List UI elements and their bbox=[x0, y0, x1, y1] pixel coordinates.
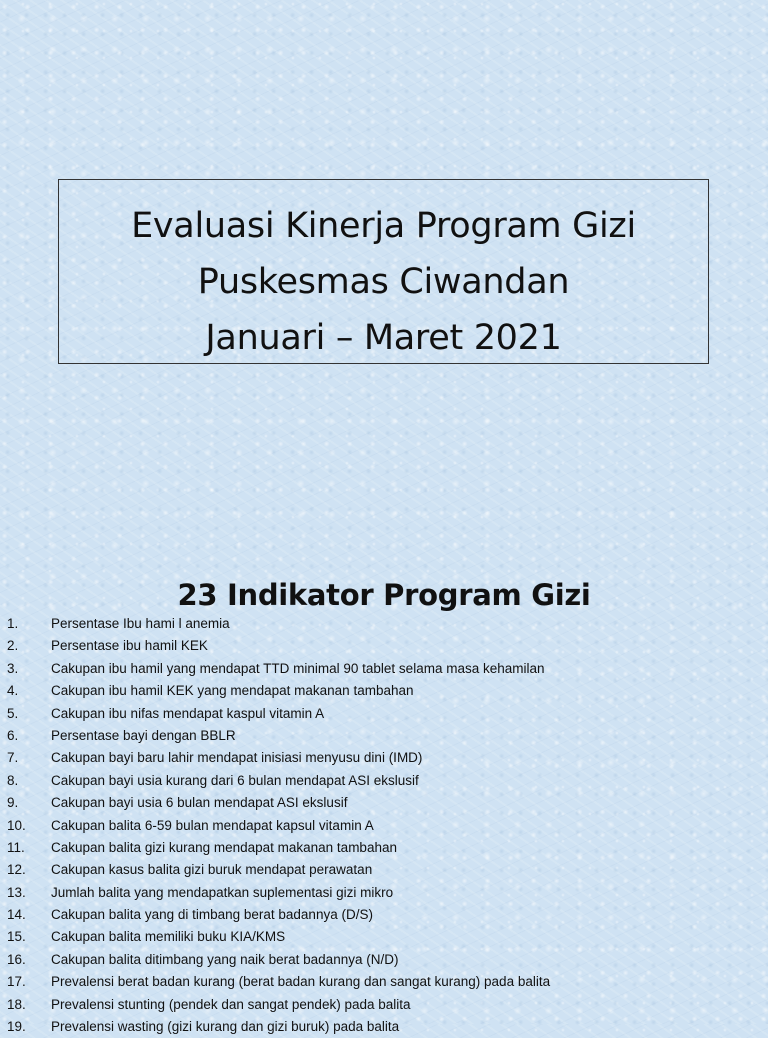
list-item-number: 9. bbox=[7, 795, 19, 811]
list-item-number: 7. bbox=[7, 750, 19, 766]
list-item-number: 17. bbox=[7, 974, 26, 990]
list-item bbox=[0, 635, 768, 657]
list-item-text: Cakupan bayi usia kurang dari 6 bulan mendapat ASI ekslusif bbox=[51, 772, 419, 788]
list-item-text: Cakupan balita memiliki buku KIA/KMS bbox=[51, 929, 286, 945]
list-item-text: Persentase Ibu hami l anemia bbox=[51, 616, 230, 631]
list-item-text: Cakupan kasus balita gizi buruk mendapat perawatan bbox=[51, 862, 373, 878]
title-line-puskesmas: Puskesmas Ciwandan bbox=[197, 262, 570, 302]
list-item-text: Cakupan ibu hamil yang mendapat TTD minimal 90 tablet selama masa kehamilan bbox=[51, 660, 545, 676]
list-item bbox=[0, 680, 768, 702]
list-item-text: Jumlah balita yang mendapatkan suplementasi gizi mikro bbox=[51, 884, 394, 900]
list-item-text: Prevalensi berat badan kurang (berat badan kurang dan sangat kurang) pada balita bbox=[51, 974, 551, 990]
list-item bbox=[0, 859, 768, 881]
list-item bbox=[0, 725, 768, 747]
list-item-number: 12. bbox=[7, 862, 26, 878]
list-item-text: Cakupan bayi baru lahir mendapat inisiasi menyusu dini (IMD) bbox=[51, 750, 423, 766]
indicators-slide bbox=[0, 512, 768, 1035]
list-item-number: 6. bbox=[7, 727, 19, 743]
title-line-program: Evaluasi Kinerja Program Gizi bbox=[131, 206, 636, 246]
indicators-heading: 23 Indikator Program Gizi bbox=[177, 578, 591, 612]
title-box bbox=[58, 179, 709, 364]
list-item bbox=[0, 926, 768, 948]
list-item-number: 8. bbox=[7, 772, 19, 788]
list-item bbox=[0, 703, 768, 725]
list-item-number: 15. bbox=[7, 929, 26, 945]
list-item bbox=[0, 837, 768, 859]
list-item-number: 16. bbox=[7, 951, 26, 967]
list-item-number: 11. bbox=[7, 839, 25, 855]
list-item-number: 13. bbox=[7, 884, 26, 900]
list-item-text: Cakupan balita yang di timbang berat badannya (D/S) bbox=[51, 907, 373, 923]
list-item bbox=[0, 882, 768, 904]
list-item-text: Persentase bayi dengan BBLR bbox=[51, 727, 236, 743]
list-item-text: Cakupan balita ditimbang yang naik berat badannya (N/D) bbox=[51, 951, 399, 967]
list-item bbox=[0, 994, 768, 1016]
list-item-number: 10. bbox=[7, 817, 26, 833]
list-item bbox=[0, 747, 768, 769]
list-item-number: 18. bbox=[7, 996, 26, 1012]
list-item-text: Cakupan bayi usia 6 bulan mendapat ASI ekslusif bbox=[51, 795, 348, 811]
list-item-number: 5. bbox=[7, 705, 19, 721]
list-item bbox=[0, 770, 768, 792]
list-item-text: Cakupan balita 6-59 bulan mendapat kapsul vitamin A bbox=[51, 817, 374, 833]
list-item bbox=[0, 792, 768, 814]
list-item-number: 3. bbox=[7, 660, 19, 676]
list-item bbox=[0, 949, 768, 971]
list-item bbox=[0, 613, 768, 635]
list-item bbox=[0, 971, 768, 993]
list-item-text: Cakupan balita gizi kurang mendapat makanan tambahan bbox=[51, 839, 397, 855]
list-item-text: Cakupan ibu hamil KEK yang mendapat makanan tambahan bbox=[51, 683, 414, 699]
list-item-text: Persentase ibu hamil KEK bbox=[51, 638, 208, 654]
list-item-number: 1. bbox=[7, 616, 19, 631]
list-item-number: 14. bbox=[7, 907, 26, 923]
indicator-list bbox=[0, 613, 768, 1038]
list-item bbox=[0, 658, 768, 680]
list-item bbox=[0, 815, 768, 837]
list-item-number: 19. bbox=[7, 1019, 26, 1035]
list-item-text: Cakupan ibu nifas mendapat kaspul vitamin A bbox=[51, 705, 325, 721]
list-item-text: Prevalensi wasting (gizi kurang dan gizi buruk) pada balita bbox=[51, 1019, 400, 1035]
list-item-text: Prevalensi stunting (pendek dan sangat pendek) pada balita bbox=[51, 996, 411, 1012]
list-item-number: 2. bbox=[7, 638, 19, 654]
list-item-number: 4. bbox=[7, 683, 19, 699]
title-slide bbox=[0, 0, 768, 512]
list-item bbox=[0, 904, 768, 926]
list-item bbox=[0, 1016, 768, 1038]
title-line-period: Januari – Maret 2021 bbox=[205, 318, 562, 358]
